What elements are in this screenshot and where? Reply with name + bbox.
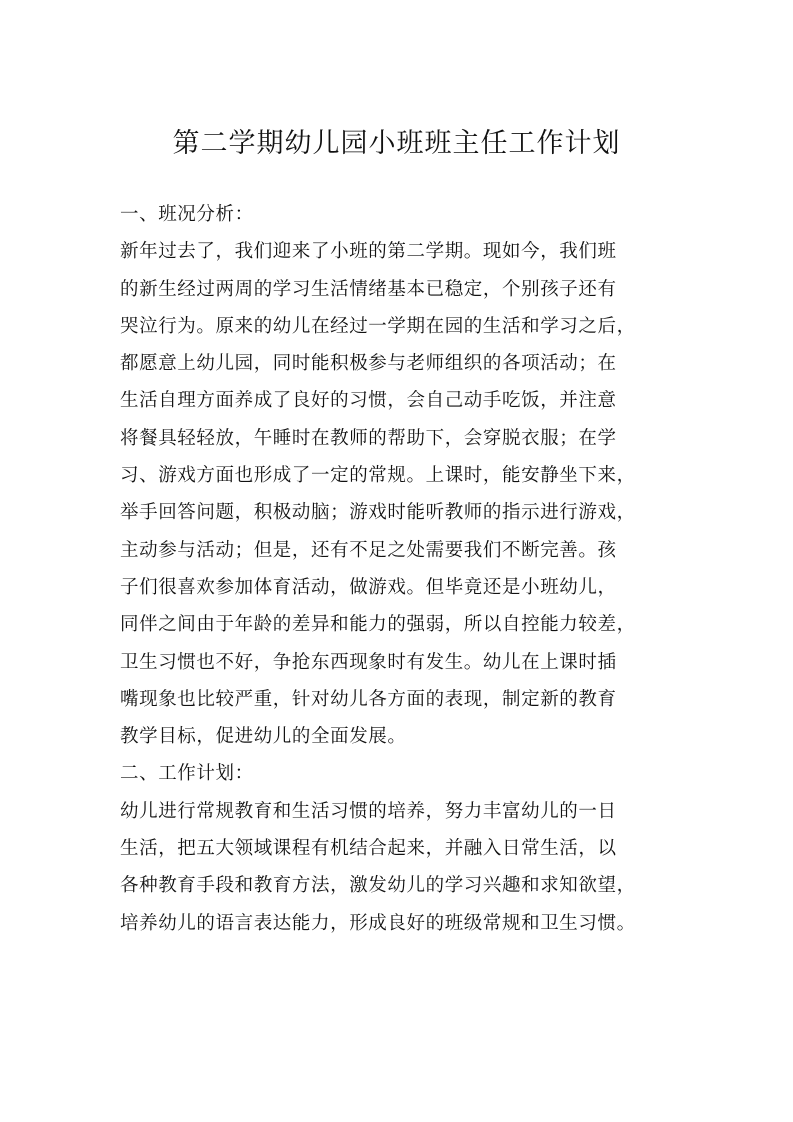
paragraph-line: 举手回答问题，积极动脑；游戏时能听教师的指示进行游戏，	[120, 502, 636, 524]
paragraph-line: 同伴之间由于年龄的差异和能力的强弱，所以自控能力较差，	[120, 614, 636, 636]
paragraph-line: 幼儿进行常规教育和生活习惯的培养，努力丰富幼儿的一日	[120, 800, 617, 822]
paragraph-line: 哭泣行为。原来的幼儿在经过一学期在园的生活和学习之后，	[120, 315, 636, 337]
paragraph-line: 嘴现象也比较严重，针对幼儿各方面的表现，制定新的教育	[120, 688, 617, 710]
document-body	[120, 196, 680, 942]
paragraph-line: 新年过去了，我们迎来了小班的第二学期。现如今，我们班	[120, 241, 617, 263]
paragraph-line: 教学目标，促进幼儿的全面发展。	[120, 726, 407, 748]
paragraph-line: 的新生经过两周的学习生活情绪基本已稳定，个别孩子还有	[120, 278, 617, 300]
paragraph-line: 培养幼儿的语言表达能力，形成良好的班级常规和卫生习惯。	[120, 912, 636, 934]
paragraph-line: 生活自理方面养成了良好的习惯，会自己动手吃饭，并注意	[120, 390, 617, 412]
paragraph-line: 主动参与活动；但是，还有不足之处需要我们不断完善。孩	[120, 539, 617, 561]
paragraph-line: 将餐具轻轻放，午睡时在教师的帮助下，会穿脱衣服；在学	[120, 427, 617, 449]
section-heading-class-analysis: 一、班况分析：	[120, 204, 254, 225]
document-title: 第二学期幼儿园小班班主任工作计划	[172, 128, 621, 159]
paragraph-line: 生活，把五大领域课程有机结合起来，并融入日常生活，以	[120, 838, 617, 860]
paragraph-line: 子们很喜欢参加体育活动，做游戏。但毕竟还是小班幼儿，	[120, 576, 617, 598]
section-heading-work-plan: 二、工作计划：	[120, 763, 254, 785]
paragraph-line: 卫生习惯也不好，争抢东西现象时有发生。幼儿在上课时插	[120, 651, 617, 673]
paragraph-line: 习、游戏方面也形成了一定的常规。上课时，能安静坐下来，	[120, 465, 636, 487]
paragraph-line: 都愿意上幼儿园，同时能积极参与老师组织的各项活动；在	[120, 353, 617, 375]
paragraph-line: 各种教育手段和教育方法，激发幼儿的学习兴趣和求知欲望，	[120, 875, 636, 897]
